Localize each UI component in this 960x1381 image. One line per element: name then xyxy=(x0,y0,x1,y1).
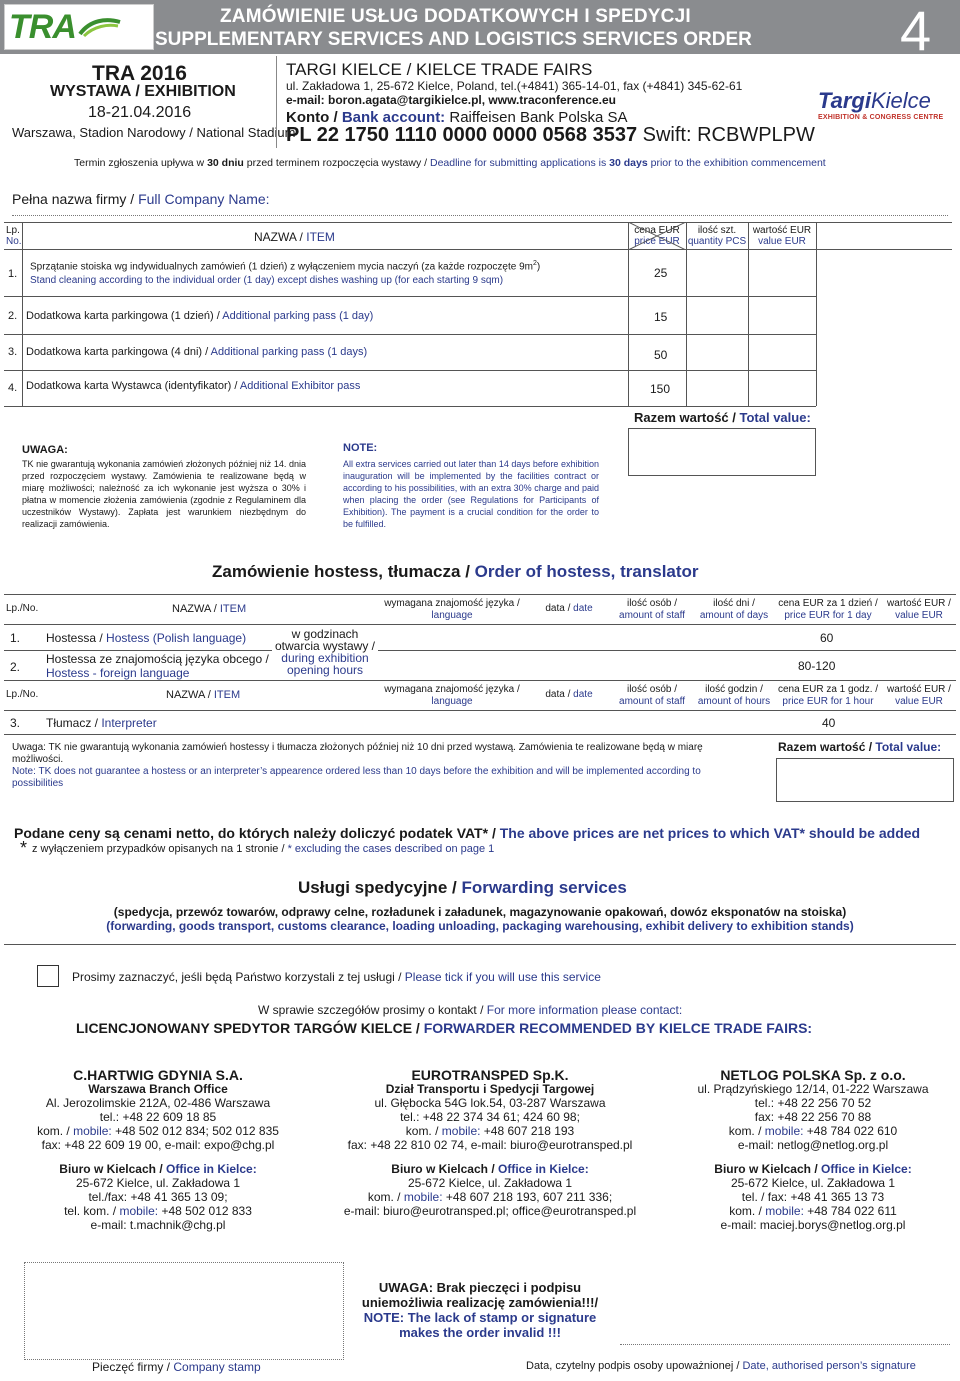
row-4-price: 150 xyxy=(650,382,671,396)
hostess-line xyxy=(4,594,956,595)
signature-line[interactable] xyxy=(620,1344,950,1345)
row-2-value-input[interactable] xyxy=(750,298,814,332)
row-line xyxy=(4,296,816,297)
table-row: 4. xyxy=(8,382,18,394)
hostess-col-value-2: wartość EUR / value EUR xyxy=(887,684,951,707)
row-line xyxy=(4,406,816,407)
event-name: TRA 2016 xyxy=(92,62,187,85)
forwarding-title: Usługi spedycyjne / Forwarding services xyxy=(298,878,627,897)
row-3-price: 50 xyxy=(654,348,668,362)
forwarding-desc: (spedycja, przewóz towarów, odprawy celne, rozładunek i załadunek, magazynowanie opakowań, dowóz eksponatów na stoiska) (forwarding, goods transport, customs clearance, loading unloading, packaging warehousing, exhibit delivery to exhibition stands) xyxy=(106,905,854,933)
row-line xyxy=(4,370,816,371)
hostess-row-3-price: 40 xyxy=(822,716,836,730)
forwarding-licensed: LICENCJONOWANY SPEDYTOR TARGÓW KIELCE / FORWARDER RECOMMENDED BY KIELCE TRADE FAIRS: xyxy=(76,1020,813,1036)
company-stamp-area[interactable] xyxy=(24,1262,344,1360)
hostess-col-date-2: data / date xyxy=(545,689,593,700)
hostess-col-lp-2: Lp./No. xyxy=(6,689,39,700)
event-type: WYSTAWA / EXHIBITION xyxy=(50,83,236,100)
col-price: cena EUR price EUR xyxy=(634,225,680,247)
bank-account: Konto / Bank account: Raiffeisen Bank Polska SA xyxy=(286,109,628,126)
services-total-field[interactable] xyxy=(628,428,816,476)
targi-kielce-logo: TargiKielce EXHIBITION & CONGRESS CENTRE xyxy=(818,88,944,121)
row-1-qty-input[interactable] xyxy=(688,254,746,292)
forwarding-checkbox[interactable] xyxy=(37,965,59,987)
row-3-qty-input[interactable] xyxy=(688,336,746,368)
hostess-row-1: 1. xyxy=(10,631,21,645)
hostess-total-field[interactable] xyxy=(776,758,954,802)
hostess-row-3: 3. xyxy=(10,716,21,730)
organizer-address: ul. Zakładowa 1, 25-672 Kielce, Poland, tel.(+4841) 365-14-01, fax (+4841) 345-62-61 xyxy=(286,79,743,93)
vline-4 xyxy=(748,222,749,406)
forwarding-divider xyxy=(4,944,956,945)
vline-5 xyxy=(816,222,817,406)
forwarder-eurotransped: EUROTRANSPED Sp.K. Dział Transportu i Spedycji Targowej ul. Głębocka 54G lok.54, 03-287 Warszawa tel.: +48 22 374 34 61; 424 60 98; kom. / mobile: +48 607 218 193 fax: +48 22 810 02 74, e-mail: biuro@eurotransped.pl Biuro w Kielcach / Office in Kielce: 25-672 Kielce, ul. Zakładowa 1 kom. / mobile: +48 607 218 193, 607 211 336; e-mail: biuro@eurotransped.pl; office@eurotransped.pl xyxy=(343,1067,637,1218)
vline-1 xyxy=(22,222,23,406)
row-4-item: Dodatkowa karta Wystawca (identyfikator) / Additional Exhibitor pass xyxy=(26,380,361,392)
hostess-line xyxy=(4,680,956,681)
hostess-line xyxy=(4,710,956,711)
vline-3 xyxy=(686,222,687,406)
note-text: All extra services carried out later than 14 days before exhibition inauguration will be implemented by the facilities contract or according to his possibilities, with an extra 30% charge and paid when placing the order (see Regulations for Participants of Exhibition). The payment is a crucial condition for the order to be fulfilled. xyxy=(343,459,599,529)
hostess-col-lang-2: wymagana znajomość języka / language xyxy=(384,684,520,707)
forwarder-hartwig: C.HARTWIG GDYNIA S.A. Warszawa Branch Office Al. Jerozolimskie 212A, 02-486 Warszawa tel.: +48 22 609 18 85 kom. / mobile: +48 502 012 834; 502 012 835 fax: +48 22 609 19 00, e-mail: expo@chg.pl Biuro w Kielcach / Office in Kielce: 25-672 Kielce, ul. Zakładowa 1 tel./fax: +48 41 365 13 09; tel. kom. / mobile: +48 502 012 833 e-mail: t.machnik@chg.pl xyxy=(37,1067,279,1232)
title-en: SUPPLEMENTARY SERVICES AND LOGISTICS SERVICES ORDER xyxy=(155,29,752,50)
hostess-col-lp: Lp./No. xyxy=(6,603,39,614)
signature-label: Data, czytelny podpis osoby upoważnionej / Date, authorised person’s signature xyxy=(526,1360,916,1372)
row-4-qty-input[interactable] xyxy=(688,372,746,404)
hostess-col-price-hour: cena EUR za 1 godz. / price EUR for 1 hour xyxy=(777,684,879,707)
note-title: NOTE: xyxy=(343,442,378,454)
services-total-label: Razem wartość / Total value: xyxy=(634,410,811,425)
hostess-col-date: data / date xyxy=(545,603,593,614)
header-divider xyxy=(276,56,277,148)
hostess-line xyxy=(4,734,956,735)
hostess-col-value: wartość EUR / value EUR xyxy=(887,598,951,621)
vat-footnote: z wyłączeniem przypadków opisanych na 1 stronie / * excluding the cases described on page 1 xyxy=(32,843,495,855)
row-3-value-input[interactable] xyxy=(750,336,814,368)
row-2-item: Dodatkowa karta parkingowa (1 dzień) / Additional parking pass (1 day) xyxy=(26,310,374,322)
deadline-note: Termin zgłoszenia upływa w 30 dniu przed terminem rozpoczęcia wystawy / Deadline for submitting applications is 30 days prior to the exhibition commencement xyxy=(74,157,826,169)
col-name: NAZWA / ITEM xyxy=(254,230,335,244)
col-lp: Lp. No. xyxy=(6,225,22,247)
company-stamp-label: Pieczęć firmy / Company stamp xyxy=(92,1360,261,1374)
uwaga-text: TK nie gwarantują wykonania zamówień złożonych później niż 14. dnia przed rozpoczęciem wystawy. Zamówienia te realizowane będą w miarę możliwości; należność za ich wykonanie jest wyższa o 30% i płatna w momencie złożenia zamówienia (zgodnie z Regulaminem dla uczestników Wystawy). Zapłata jest warunkiem niezbędnym do realizacji zamówienia. xyxy=(22,459,306,529)
row-2-qty-input[interactable] xyxy=(688,298,746,332)
col-qty: ilość szt. quantity PCS xyxy=(687,225,747,247)
row-4-value-input[interactable] xyxy=(750,372,814,404)
hostess-col-hours: ilość godzin / amount of hours xyxy=(697,684,771,707)
hostess-col-days: ilość dni / amount of days xyxy=(699,598,769,621)
title-pl: ZAMÓWIENIE USŁUG DODATKOWYCH I SPEDYCJI xyxy=(220,6,691,27)
hostess-row-3-item: Tłumacz / Interpreter xyxy=(46,716,157,730)
col-value: wartość EUR value EUR xyxy=(752,225,812,247)
row-1-value-input[interactable] xyxy=(750,254,814,292)
hostess-row-2-item: Hostessa ze znajomością języka obcego / Hostess - foreign language xyxy=(46,652,269,680)
hostess-col-name: NAZWA / ITEM xyxy=(172,603,247,615)
row-1-price: 25 xyxy=(654,266,668,280)
hostess-total-label: Razem wartość / Total value: xyxy=(778,740,942,754)
organizer-email: e-mail: boron.agata@targikielce.pl, www.traconference.eu xyxy=(286,93,617,107)
page-number: 4 xyxy=(900,0,932,62)
hostess-row-1-price: 60 xyxy=(820,631,834,645)
hostess-line xyxy=(4,650,956,651)
hostess-line xyxy=(4,624,956,625)
forwarding-tick-label: Prosimy zaznaczyć, jeśli będą Państwo korzystali z tej usługi / Please tick if you will use this service xyxy=(72,970,601,984)
hostess-hours: w godzinach otwarcia wystawy / during exhibition opening hours xyxy=(272,628,378,676)
vat-note: Podane ceny są cenami netto, do których należy doliczyć podatek VAT* / The above prices are net prices to which VAT* should be added xyxy=(14,825,921,841)
hostess-row-2-price: 80-120 xyxy=(798,659,836,673)
table-row: 3. xyxy=(8,346,18,358)
company-name-field[interactable] xyxy=(12,215,948,216)
hostess-col-price: cena EUR za 1 dzień / price EUR for 1 day xyxy=(778,598,878,621)
row-3-item: Dodatkowa karta parkingowa (4 dni) / Additional parking pass (1 days) xyxy=(26,346,368,358)
company-name-label: Pełna nazwa firmy / Full Company Name: xyxy=(12,191,270,207)
table-row: 1. xyxy=(8,268,18,280)
iban: PL 22 1750 1110 0000 0000 0568 3537 Swift: RCBWPLPW xyxy=(286,124,815,146)
hostess-col-staff: ilość osób / amount of staff xyxy=(619,598,685,621)
hostess-title: Zamówienie hostess, tłumacza / Order of hostess, translator xyxy=(212,562,699,581)
row-2-price: 15 xyxy=(654,310,668,324)
organizer: TARGI KIELCE / KIELCE TRADE FAIRS xyxy=(286,60,593,79)
event-dates: 18-21.04.2016 xyxy=(88,104,192,121)
hostess-row-2: 2. xyxy=(10,660,21,674)
hostess-row-1-item: Hostessa / Hostess (Polish language) xyxy=(46,631,247,645)
table-row: 2. xyxy=(8,310,18,322)
tra-logo: TRA xyxy=(4,4,154,50)
hostess-col-lang: wymagana znajomość języka / language xyxy=(384,598,520,621)
row-line xyxy=(4,334,816,335)
vat-star: * xyxy=(20,838,28,858)
tra-swoosh-icon xyxy=(78,16,122,38)
forwarding-contact: W sprawie szczegółów prosimy o kontakt / For more information please contact: xyxy=(258,1003,683,1017)
hostess-col-name-2: NAZWA / ITEM xyxy=(166,689,241,701)
event-place: Warszawa, Stadion Narodowy / National Stadium xyxy=(12,125,296,140)
hostess-uwaga: Uwaga: TK nie gwarantują wykonania zamówień hostessy i tłumacza złożonych później niż 10 dni przed wystawą. Zamówienia te realizowane będą w miarę możliwości. Note: TK does not guarantee a hostess or an interpreter’s appearence ordered less than 10 days before the exhibition and will be implemented according to possibilities xyxy=(12,742,703,789)
header-cross xyxy=(628,222,686,250)
row-1-item: Sprzątanie stoiska wg indywidualnych zamówień (1 dzień) z wyłączeniem mycia naczyń (za każde rozpoczęte $9m^2$) Stand cleaning according to the individual order (1 day) except dishes washing up (for each starting 9 sqm) xyxy=(30,260,541,287)
forwarder-netlog: NETLOG POLSKA Sp. z o.o. ul. Prądzyńskiego 12/14, 01-222 Warszawa tel.: +48 22 256 70 52 fax: +48 22 256 70 88 kom. / mobile: +48 784 022 610 e-mail: netlog@netlog.org.pl Biuro w Kielcach / Office in Kielce: 25-672 Kielce, ul. Zakładowa 1 tel. / fax: +48 41 365 13 73 kom. / mobile: +48 784 022 611 e-mail: maciej.borys@netlog.org.pl xyxy=(697,1067,929,1232)
hostess-col-staff-2: ilość osób / amount of staff xyxy=(619,684,685,707)
stamp-warning: UWAGA: Brak pieczęci i podpisu uniemożliwia realizację zamówienia!!!/ NOTE: The lack of stamp or signature makes the order invalid !!! xyxy=(361,1280,599,1340)
uwaga-title: UWAGA: xyxy=(22,444,68,456)
